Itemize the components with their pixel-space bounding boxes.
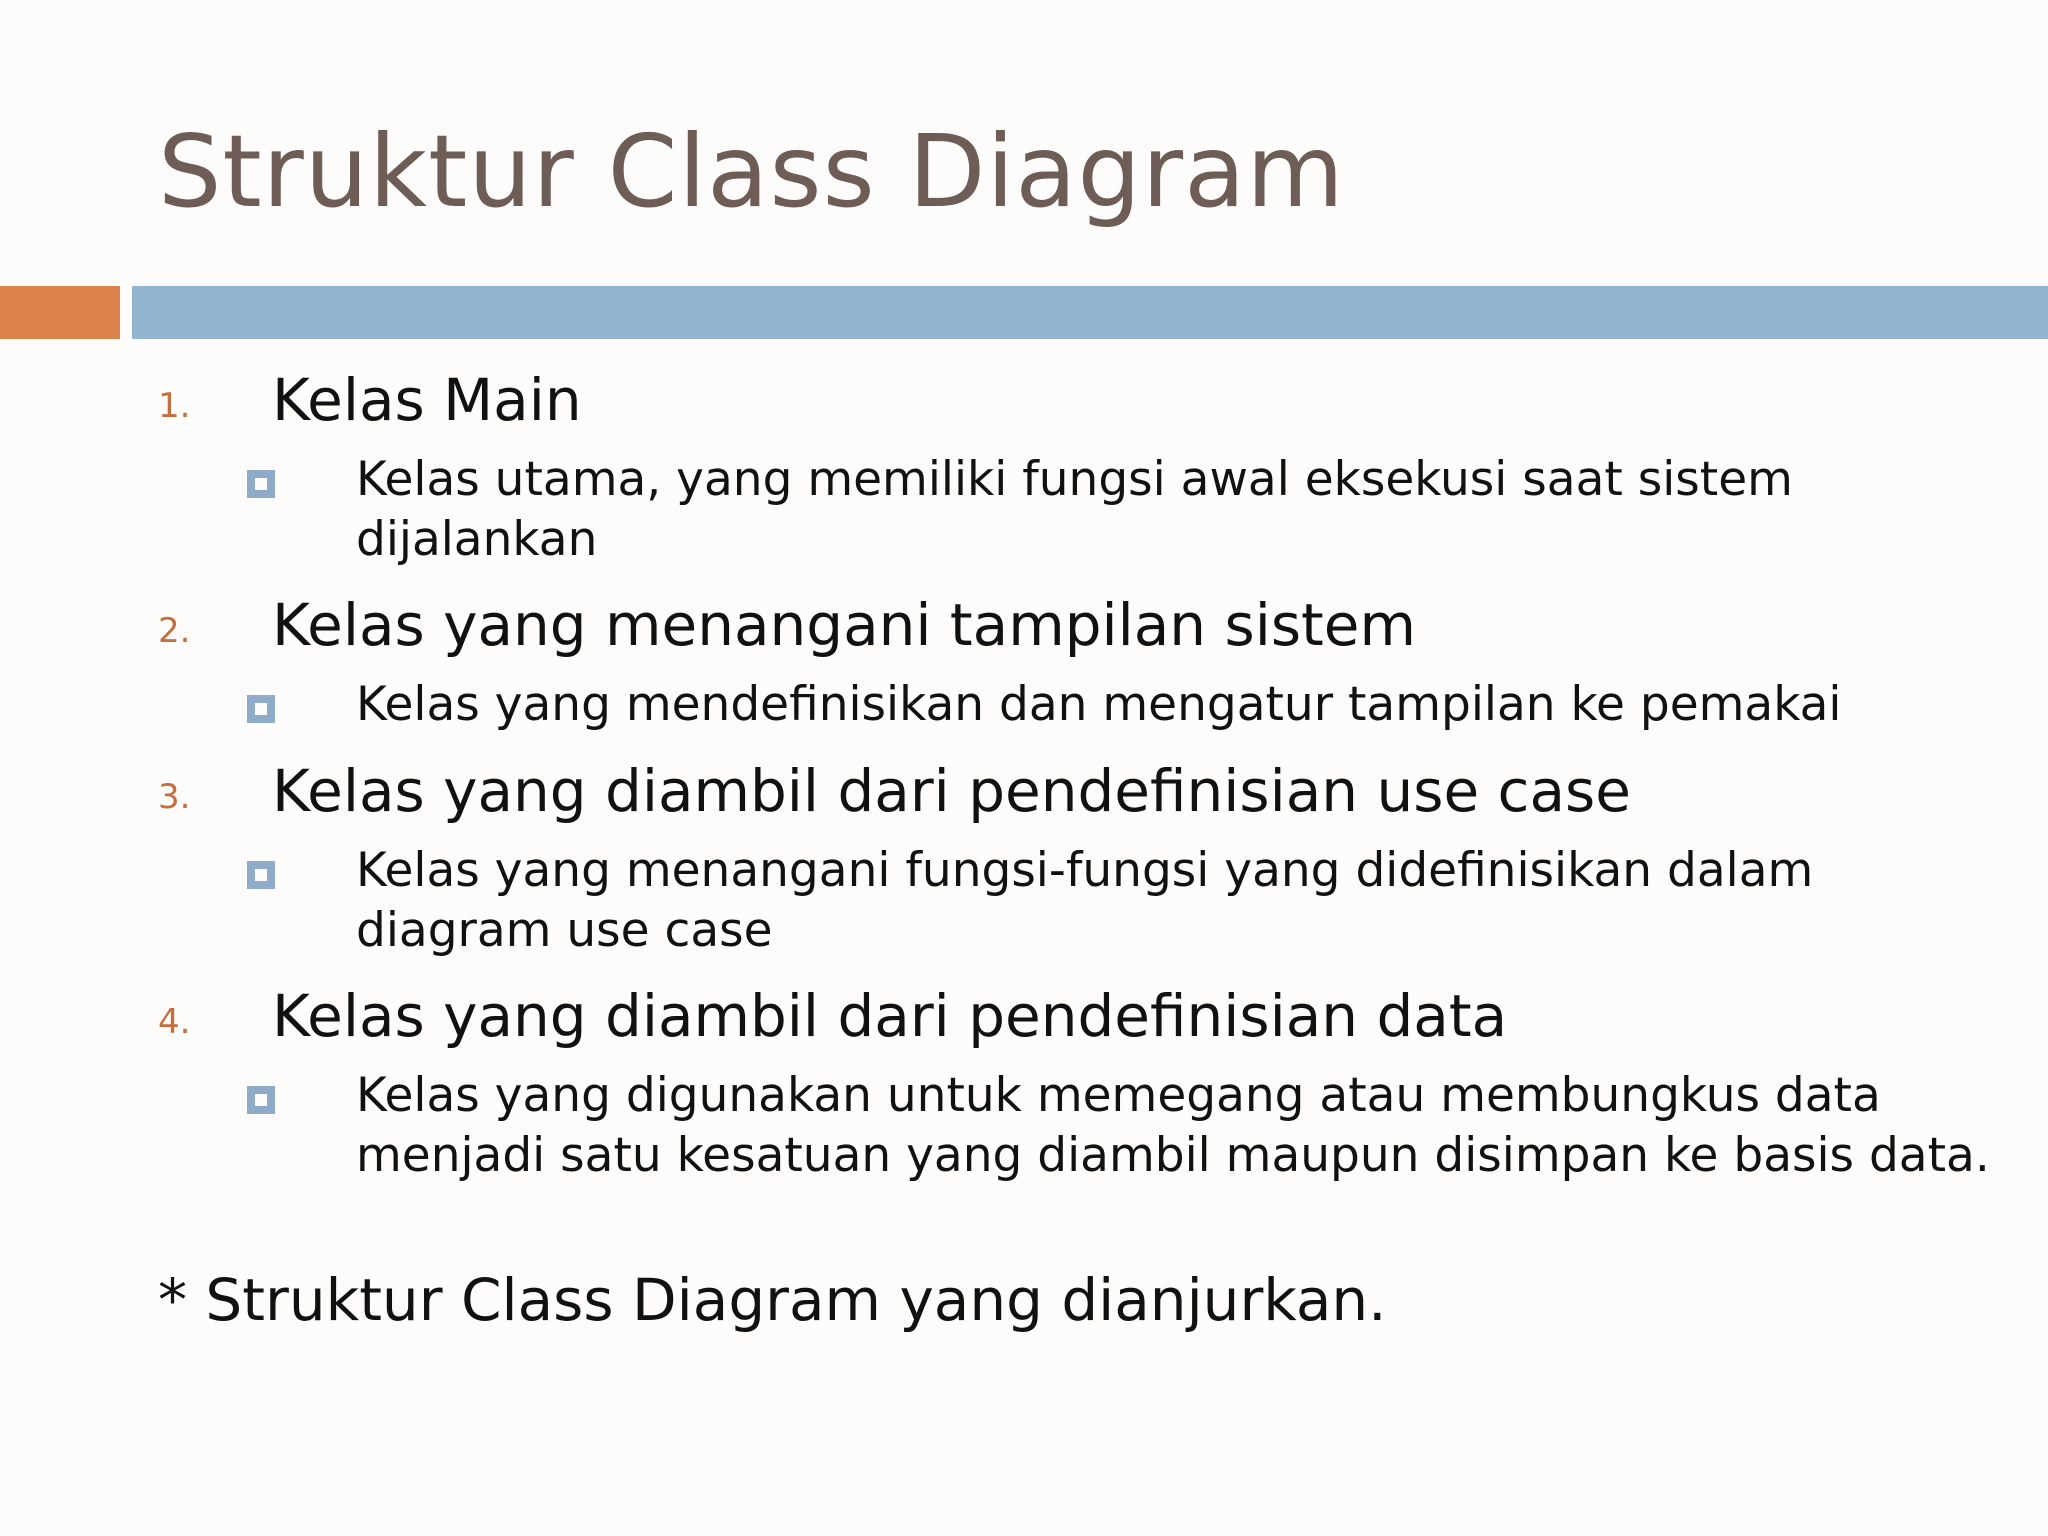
item-heading: Kelas Main — [272, 366, 582, 434]
item-heading: Kelas yang menangani tampilan sistem — [272, 591, 1416, 659]
square-bullet-icon — [247, 695, 275, 723]
item-detail: Kelas yang digunakan untuk memegang atau membungkus data menjadi satu kesatuan yang diambil maupun disimpan ke basis data. — [356, 1068, 1990, 1183]
item-number: 4. — [158, 1002, 191, 1042]
square-bullet-icon — [247, 861, 275, 889]
square-bullet-icon — [247, 1086, 275, 1114]
item-heading: Kelas yang diambil dari pendefinisian data — [272, 982, 1508, 1050]
title-accent-bar — [0, 286, 120, 339]
footnote: * Struktur Class Diagram yang dianjurkan. — [158, 1266, 1387, 1334]
title-divider-bar — [132, 286, 2048, 339]
square-bullet-icon — [247, 470, 275, 498]
item-number: 1. — [158, 386, 191, 426]
item-detail: Kelas utama, yang memiliki fungsi awal eksekusi saat sistem dijalankan — [356, 452, 1793, 567]
item-number: 2. — [158, 611, 191, 651]
item-heading: Kelas yang diambil dari pendefinisian use case — [272, 757, 1631, 825]
item-detail: Kelas yang menangani fungsi-fungsi yang didefinisikan dalam diagram use case — [356, 843, 1814, 958]
item-number: 3. — [158, 777, 191, 817]
item-detail: Kelas yang mendefinisikan dan mengatur tampilan ke pemakai — [356, 677, 1842, 732]
slide-title: Struktur Class Diagram — [158, 113, 1345, 230]
